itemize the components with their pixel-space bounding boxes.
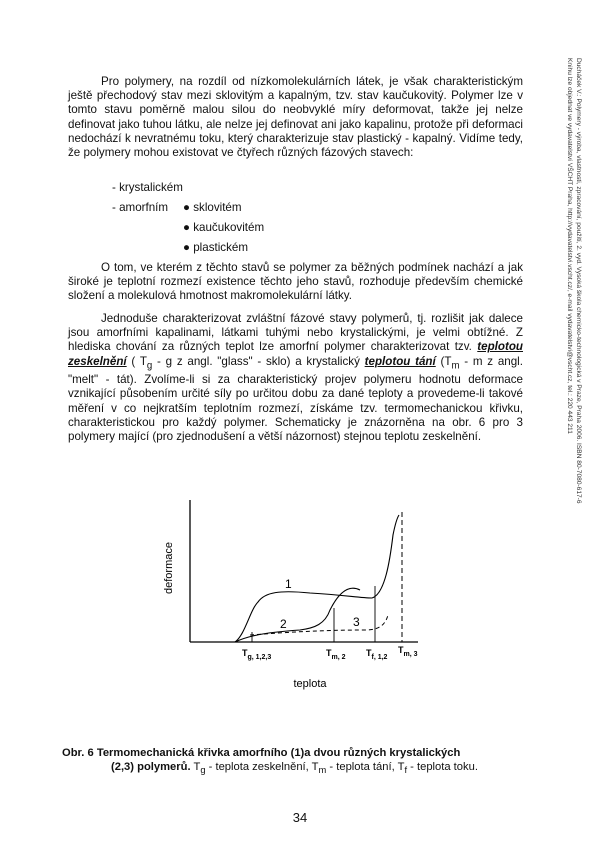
list-item-amorphous: - amorfním <box>112 201 169 214</box>
curve-3 <box>250 615 388 635</box>
curve-1 <box>235 515 399 642</box>
tick-tf: $T_{f, 1,2}$ <box>366 648 388 661</box>
term-melting-point: teplotou tání <box>364 354 436 368</box>
paragraph-3-text <box>68 312 523 444</box>
paragraph-3 <box>68 312 523 444</box>
paragraph-2-text: O tom, ve kterém z těchto stavů se polymer za běžných podmínek nachází a jak široké je teplotní rozmezí existence těchto jeho stavů, rozhoduje především chemické složení a molekulová hmotnost makromolekulární látky. <box>68 261 523 303</box>
caption-line2 <box>62 760 542 777</box>
paragraph-3-part-b: ( T <box>126 354 147 368</box>
thermomechanical-figure <box>150 490 440 730</box>
y-axis-label: deformace <box>163 542 175 594</box>
caption-sub-g: g <box>200 765 206 776</box>
figure-caption <box>62 746 542 777</box>
subscript-g: g <box>146 359 153 371</box>
x-axis-label: teplota <box>293 678 327 690</box>
paragraph-2 <box>68 261 523 304</box>
paragraph-3-part-a: Jednoduše charakterizovat zvláštní fázové stavy polymerů, tj. rozlišit jak dalece jsou amorfními kapalinami, látkami tuhými nebo krystalickými, je velmi obtížné. Z hlediska chování za různých teplot lze amorfní polymer charakterizovat tzv. <box>68 312 523 354</box>
curve-2-label: 2 <box>280 617 287 631</box>
caption-sub-m: m <box>318 765 327 776</box>
list-item-crystalline: - krystalickém <box>112 181 183 194</box>
term-glass-transition: teplotou zeskelnění <box>68 340 523 368</box>
tick-tm3: $T_{m, 3}$ <box>398 645 418 658</box>
state-list <box>112 178 265 258</box>
caption-text-d: - teplota toku. <box>407 761 478 773</box>
paragraph-1-text: Pro polymery, na rozdíl od nízkomolekulárních látek, je však charakteristickým ještě přechodový stav mezi sklovitým a kapalným, tzv. stav kaučukovitý. Polymer lze v tomto stavu poměrně malou silou do neobvyklé míry deformovat, takže jej nelze definovat jako tuhou látku, ale nelze jej definovat ani jako kapalinu, protože při deformaci nedochází k nevratnému toku, který charakterizuje stav plastický - kapalný. Vidíme tedy, že polymery mohou existovat ve čtyřech různých fázových stavech: <box>68 75 523 160</box>
side-citation-line1: Ducháček V.: Polymery - výroba, vlastnosti, zpracování, použití, 2. vyd. Vysoká škola chemicko-technologická v Praze, Praha 2006. ISBN 80-7080-617-6 <box>575 58 582 504</box>
caption-text-b: - teplota zeskelnění, T <box>205 761 319 773</box>
paragraph-3-part-e: - m z angl. "melt" - tát). Zvolíme-li si za charakteristický projev polymeru hodnotu deformace vznikající působením určité síly po určitou dobu za dané teploty a provedeme-li takové měření v co nejkratším teplotním rozmezí, získáme tzv. termomechanickou křivku, charakteristickou pro každý polymer. Schematicky je znázorněna na obr. 6 pro 3 polymery mající (pro zjednodušení a větší názornost) stejnou teplotu zeskelnění. <box>68 354 523 443</box>
curve-2 <box>235 588 360 642</box>
side-citation-line2: Knihu lze objednat ve vydavatelství VŠCHT Praha, http://vydavatelstvi.vscht.cz/, e-mail vydavatelstvi@vscht.cz, tel.: 220 443 211 <box>566 58 573 434</box>
list-subitem-glassy: ● sklovitém <box>183 201 242 214</box>
tick-tm2: $T_{m, 2}$ <box>326 648 346 661</box>
caption-sub-f: f <box>404 765 408 776</box>
curve-3-label: 3 <box>353 615 360 629</box>
page-number: 34 <box>292 810 308 825</box>
subscript-m: m <box>451 359 460 371</box>
caption-text-c: - teplota tání, T <box>326 761 405 773</box>
list-subitem-plastic: ● plastickém <box>183 241 248 254</box>
list-subitem-rubbery: ● kaučukovitém <box>183 221 265 234</box>
caption-line1: Obr. 6 Termomechanická křivka amorfního (1)a dvou různých krystalických <box>62 747 461 759</box>
caption-text-a: T <box>190 761 201 773</box>
tick-tg: $T_{g, 1,2,3}$ <box>242 648 272 661</box>
paragraph-3-part-d: (T <box>435 354 452 368</box>
paragraph-3-part-c: - g z angl. "glass" - sklo) a krystalický <box>152 354 365 368</box>
caption-polymers: (2,3) polymerů. <box>111 761 191 773</box>
curve-1-label: 1 <box>285 577 292 591</box>
paragraph-1 <box>68 75 523 160</box>
